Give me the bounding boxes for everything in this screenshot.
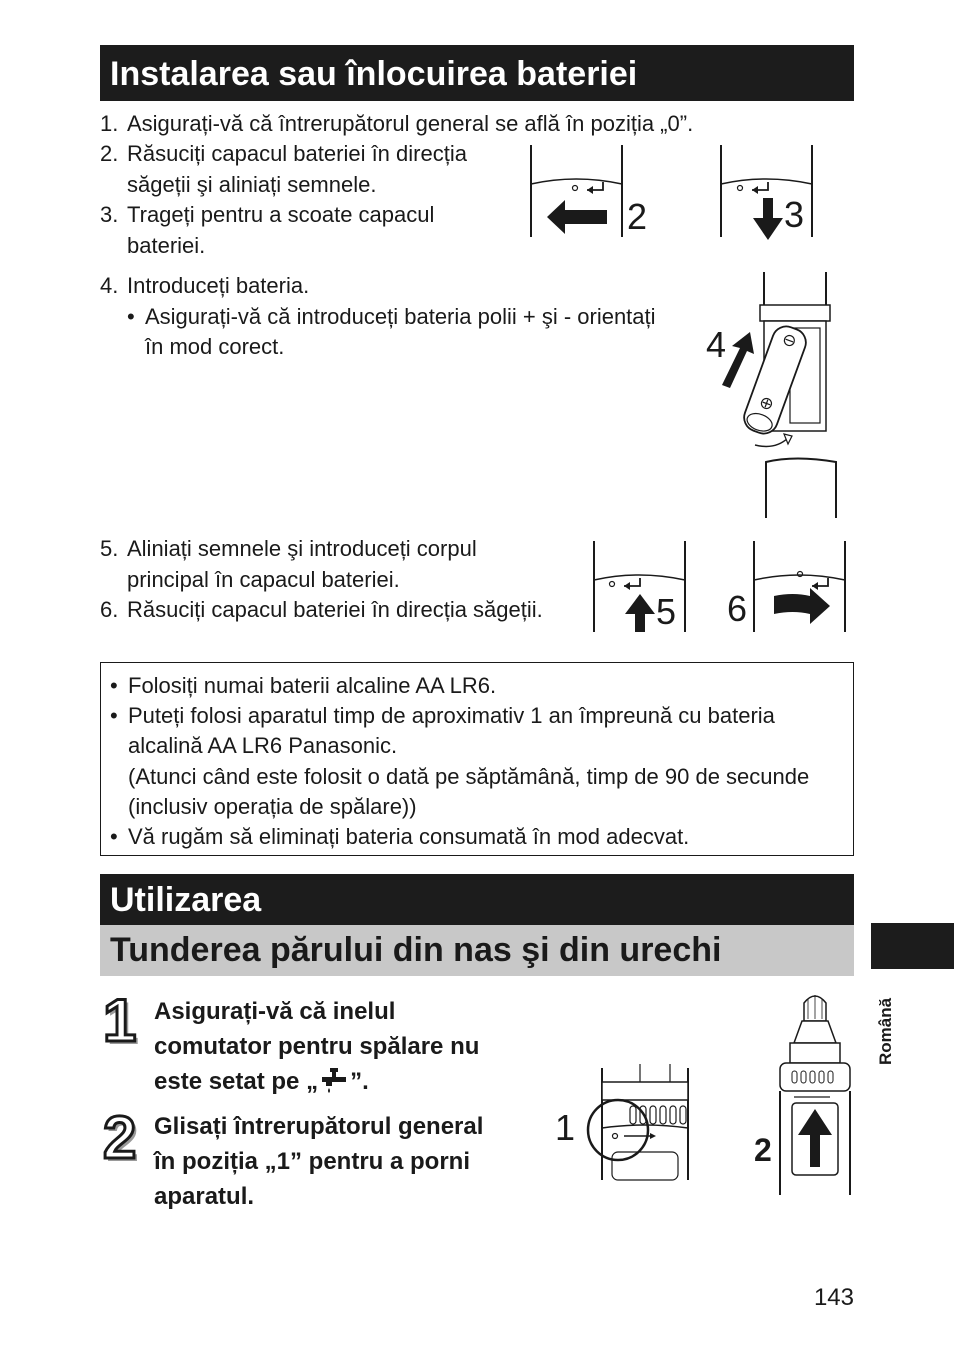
note-3-text: Vă rugăm să eliminați bateria consumată în mod adecvat. — [128, 824, 690, 849]
figure-steps-5-6 — [588, 538, 850, 636]
figure-label-6: 6 — [727, 588, 748, 629]
step-4-bullet-line1: Asigurați-vă că introduceți bateria polii + şi - orientați — [145, 304, 656, 329]
language-label: Română — [876, 997, 895, 1065]
big-step-1-number: 1 — [103, 987, 137, 1054]
step-4 — [100, 271, 309, 301]
step-6-number: 6. — [100, 597, 119, 622]
figure-insert-battery — [700, 270, 850, 520]
big-step-1-line3-start: este setat pe „ — [154, 1068, 319, 1095]
big-step-2-line3: aparatul. — [154, 1183, 255, 1210]
step-5-text-line2: principal în capacul bateriei. — [127, 567, 400, 592]
step-2-text-line1: Răsuciți capacul bateriei în direcția — [127, 141, 467, 166]
figure-steps-2-3 — [525, 142, 825, 242]
figure-label-2: 2 — [627, 196, 648, 237]
arrow-up-insert-icon — [722, 332, 754, 388]
highlight-circle — [588, 1100, 648, 1160]
big-step-2-number: 2 — [103, 1104, 137, 1171]
big-step-1-line3 — [154, 1064, 369, 1099]
step-4-number: 4. — [100, 273, 119, 298]
step-5-number: 5. — [100, 536, 119, 561]
arrow-down-icon — [753, 198, 783, 240]
figure-trimmer-switch — [770, 985, 860, 1199]
big-step-1-line1: Asigurați-vă că inelul — [154, 998, 396, 1025]
step-5 — [100, 534, 477, 564]
figure-twist-back — [754, 541, 845, 632]
arrow-left-icon — [547, 200, 607, 234]
step-1-number: 1. — [100, 111, 119, 136]
step-3-text-line1: Trageți pentru a scoate capacul — [127, 202, 435, 227]
water-tap-icon — [320, 1066, 348, 1094]
bullet-dot: • — [127, 304, 135, 329]
big-step-1-line2: comutator pentru spălare nu — [154, 1033, 480, 1060]
step-4-bullet-line2: în mod corect. — [145, 334, 285, 359]
arrow-up-icon — [625, 594, 655, 632]
step-1-text: Asigurați-vă că întrerupătorul general se află în poziția „0”. — [127, 111, 694, 136]
note-2-text-line2: alcalină AA LR6 Panasonic. — [128, 733, 398, 758]
section-title-usage: Utilizarea — [100, 874, 854, 925]
section-subtitle-trimming: Tunderea părului din nas şi din urechi — [100, 925, 854, 976]
figure-wash-ring — [580, 1062, 700, 1184]
step-3 — [100, 200, 434, 230]
figure-label-3: 3 — [784, 194, 805, 235]
step-6-text: Răsuciți capacul bateriei în direcția săgeții. — [127, 597, 543, 622]
note-2 — [110, 701, 775, 731]
note-3 — [110, 822, 689, 852]
page-number: 143 — [813, 1284, 854, 1311]
step-1 — [100, 109, 693, 139]
language-tab — [871, 923, 954, 969]
step-4-bullet — [127, 302, 656, 332]
note-2-text-line4: (inclusiv operația de spălare)) — [128, 794, 417, 819]
step-2-text-line2: săgeții şi aliniați semnele. — [127, 172, 377, 197]
step-3-text-line2: bateriei. — [127, 233, 206, 258]
bullet-dot: • — [110, 673, 118, 698]
usage-figure-label-1: 1 — [555, 1107, 576, 1148]
note-1-text: Folosiți numai baterii alcaline AA LR6. — [128, 673, 497, 698]
note-2-text-line3: (Atunci când este folosit o dată pe săptămână, timp de 90 de secunde — [128, 764, 810, 789]
figure-label-4: 4 — [706, 324, 727, 365]
step-3-number: 3. — [100, 202, 119, 227]
section-title-battery: Instalarea sau înlocuirea bateriei — [100, 45, 854, 101]
usage-figure-label-2: 2 — [754, 1132, 772, 1168]
step-2 — [100, 139, 467, 169]
bullet-dot: • — [110, 824, 118, 849]
step-6 — [100, 595, 543, 625]
bullet-dot: • — [110, 703, 118, 728]
step-5-text-line1: Aliniați semnele şi introduceți corpul — [127, 536, 477, 561]
step-4-text: Introduceți bateria. — [127, 273, 310, 298]
big-step-1-line3-end: ”. — [350, 1068, 369, 1095]
figure-twist-cap — [531, 145, 622, 237]
big-step-2-line2: în poziția „1” pentru a porni — [154, 1148, 471, 1175]
arrow-right-icon — [774, 588, 830, 624]
note-2-text-line1: Puteți folosi aparatul timp de aproximativ 1 an împreună cu bateria — [128, 703, 775, 728]
note-1 — [110, 671, 496, 701]
figure-label-5: 5 — [656, 591, 677, 632]
step-2-number: 2. — [100, 141, 119, 166]
big-step-2-line1: Glisați întrerupătorul general — [154, 1113, 484, 1140]
